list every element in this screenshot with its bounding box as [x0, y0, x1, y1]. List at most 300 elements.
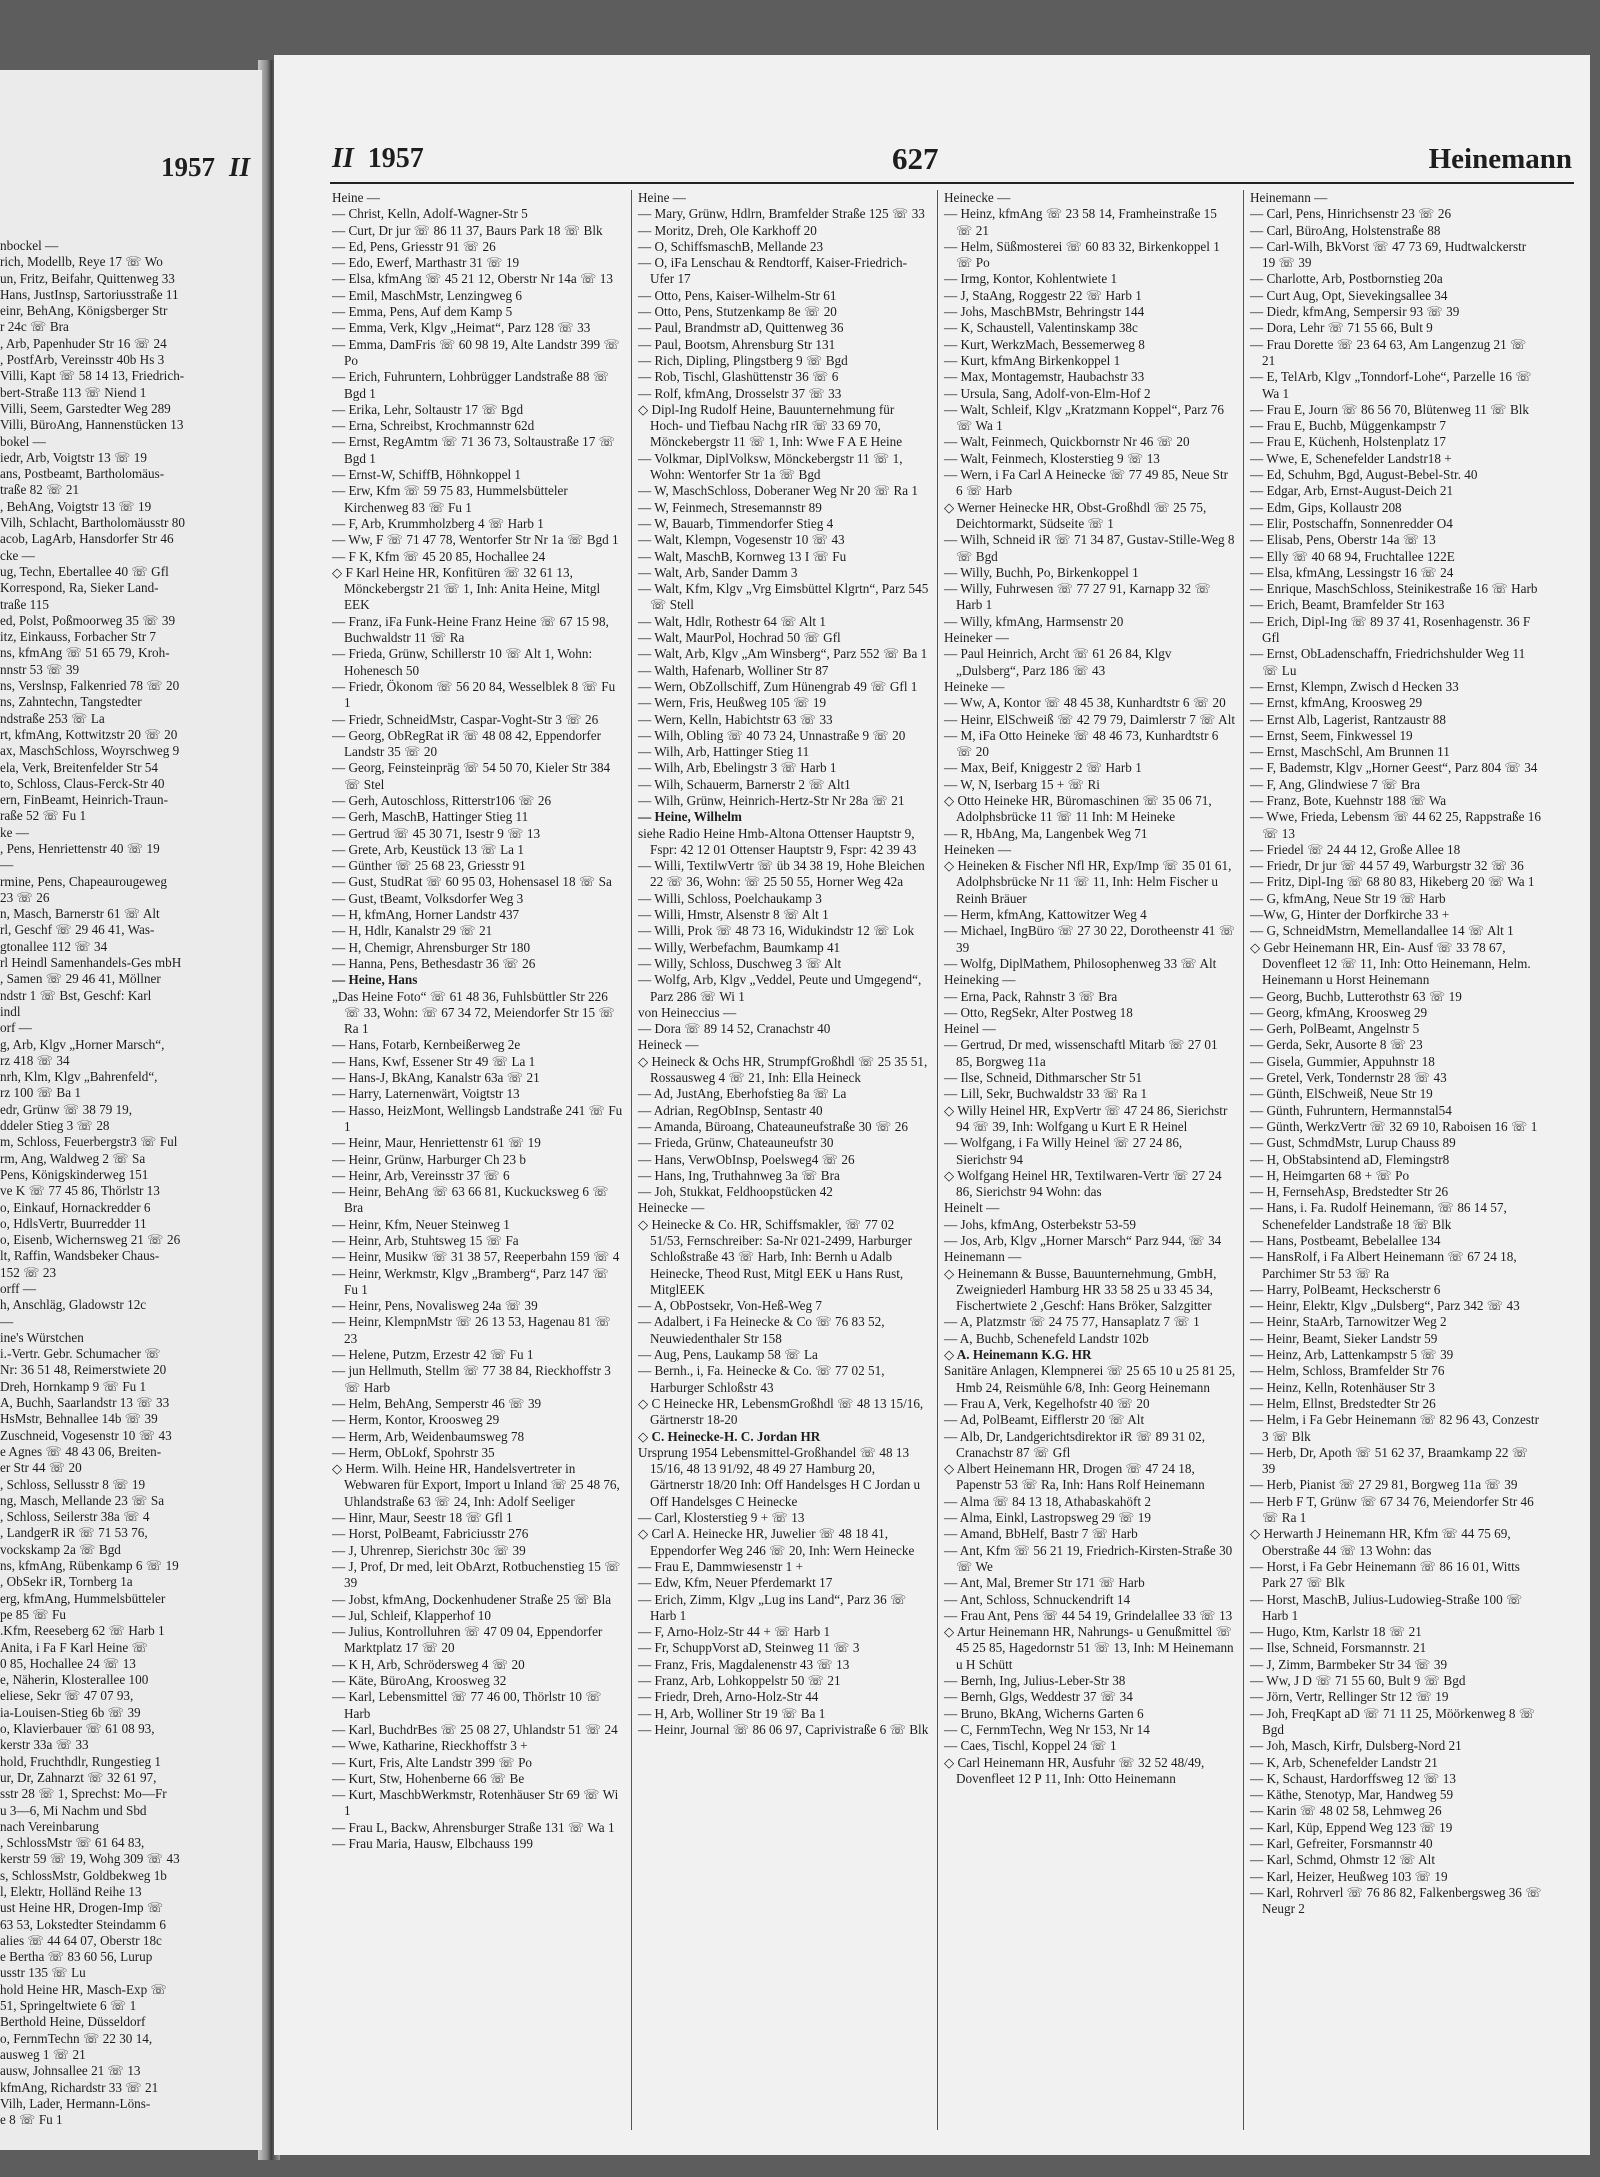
directory-entry: — Ernst, Seem, Finkwessel 19: [1250, 727, 1413, 743]
directory-entry: — Ursula, Sang, Adolf-von-Elm-Hof 2: [944, 385, 1151, 401]
directory-entry: — G, kfmAng, Neue Str 19 ☏ Harb: [1250, 890, 1446, 906]
left-page-line: edr, Grünw ☏ 38 79 19,: [0, 1101, 133, 1117]
directory-entry: — Walth, Hafenarb, Wolliner Str 87: [638, 662, 829, 678]
directory-entry: Heineking —: [944, 972, 1016, 988]
directory-entry: — Alma ☏ 84 13 18, Athabaskahöft 2: [944, 1493, 1151, 1509]
directory-entry: — A, ObPostsekr, Von-Heß-Weg 7: [638, 1298, 823, 1314]
left-page-line: ns, kfmAng, Rübenkamp 6 ☏ 19: [0, 1558, 179, 1574]
directory-entry: — Max, Beif, Kniggestr 2 ☏ Harb 1: [944, 760, 1142, 776]
directory-entry: — Joh, Stukkat, Feldhoopstücken 42: [638, 1184, 833, 1200]
directory-entry: ◇ C Heinecke HR, LebensmGroßhdl ☏ 48 13 15/16, Gärtnerstr 18-20: [638, 1395, 924, 1428]
directory-column-2: [638, 190, 930, 1738]
directory-entry: — Otto, RegSekr, Alter Postweg 18: [944, 1004, 1133, 1020]
directory-entry: — Willy, Buchh, Po, Birkenkoppel 1: [944, 564, 1139, 580]
directory-entry: Heinemann —: [944, 1249, 1022, 1265]
directory-entry: — Kurt, Fris, Alte Landstr 399 ☏ Po: [332, 1754, 533, 1770]
left-page-line: rmine, Pens, Chapeaurougeweg: [0, 873, 167, 889]
directory-entry: — Emma, Pens, Auf dem Kamp 5: [332, 304, 513, 320]
left-page-line: ns, Verslnsp, Falkenried 78 ☏ 20: [0, 678, 180, 694]
left-page-line: n, Masch, Barnerstr 61 ☏ Alt: [0, 906, 160, 922]
directory-entry: — Wwe, Katharine, Rieckhoffstr 3 +: [332, 1738, 528, 1754]
directory-entry: — Karl, BuchdrBes ☏ 25 08 27, Uhlandstr 51 ☏ 24: [332, 1721, 618, 1737]
directory-entry: — J, Prof, Dr med, leit ObArzt, Rotbuchenstieg 15 ☏ 39: [332, 1558, 621, 1591]
directory-entry: — Karl, Küp, Eppend Weg 123 ☏ 19: [1250, 1819, 1453, 1835]
right-page-year: 1957: [367, 143, 424, 174]
directory-entry: — Jörn, Vertr, Rellinger Str 12 ☏ 19: [1250, 1689, 1449, 1705]
left-page-line: nnstr 53 ☏ 39: [0, 661, 80, 677]
left-page-line: ela, Verk, Breitenfelder Str 54: [0, 759, 158, 775]
left-page-line: o, FernmTechn ☏ 22 30 14,: [0, 2030, 153, 2046]
directory-entry: — Paul Heinrich, Archt ☏ 61 26 84, Klgv „Dulsberg“, Parz 186 ☏ 43: [944, 646, 1172, 678]
directory-entry: — Heinz, kfmAng ☏ 23 58 14, Framheinstraße 15 ☏ 21: [944, 206, 1217, 238]
directory-entry: — Wilh, Schauerm, Barnerstr 2 ☏ Alt1: [638, 776, 851, 792]
column-divider: [937, 190, 938, 2130]
directory-entry: — Dora ☏ 89 14 52, Cranachstr 40: [638, 1021, 831, 1037]
directory-entry: — Wern, i Fa Carl A Heinecke ☏ 77 49 85, Neue Str 6 ☏ Harb: [944, 467, 1229, 499]
directory-entry: — Ed, Pens, Griesstr 91 ☏ 26: [332, 238, 496, 254]
directory-entry: — R, HbAng, Ma, Langenbek Weg 71: [944, 825, 1148, 841]
running-keyword: Heinemann: [1428, 143, 1572, 175]
directory-entry: — Walt, Kfm, Klgv „Vrg Eimsbüttel Klgrtn“, Parz 545 ☏ Stell: [638, 581, 929, 613]
left-page-line: , BehAng, Voigtstr 13 ☏ 19: [0, 498, 152, 514]
left-page-line: ia-Louisen-Stieg 6b ☏ 39: [0, 1704, 141, 1720]
directory-entry: — Frau Maria, Hausw, Elbchauss 199: [332, 1835, 533, 1851]
directory-entry: — Hans, i. Fa. Rudolf Heinemann, ☏ 86 14 57, Schenefelder Landstraße 18 ☏ Blk: [1250, 1200, 1507, 1232]
directory-entry: Heinecke —: [944, 190, 1011, 205]
left-page-line: , Pens, Henriettenstr 40 ☏ 19: [0, 840, 160, 856]
directory-entry: — Michael, IngBüro ☏ 27 30 22, Dorotheenstr 41 ☏ 39: [944, 923, 1236, 955]
left-page-line: Korrespond, Ra, Sieker Land-: [0, 580, 159, 596]
directory-entry: — Elir, Postschaffn, Sonnenredder O4: [1250, 515, 1453, 531]
directory-entry: — Erich, Zimm, Klgv „Lug ins Land“, Parz 36 ☏ Harb 1: [638, 1591, 907, 1623]
directory-entry: — Heinr, Beamt, Sieker Landstr 59: [1250, 1330, 1438, 1346]
directory-entry: — Georg, kfmAng, Kroosweg 29: [1250, 1004, 1428, 1020]
directory-entry: — Ernst, RegAmtm ☏ 71 36 73, Soltaustraße 17 ☏ Bgd 1: [332, 434, 616, 466]
directory-entry: Ursprung 1954 Lebensmittel-Großhandel ☏ 48 13 15/16, 48 13 91/92, 48 49 27 Hamburg 20, Gärtnerstr 18/20 Inh: Off Handelsges H C Jordan u Off Handelsges C Heinecke: [638, 1444, 921, 1509]
directory-entry: — Rolf, kfmAng, Drosselstr 37 ☏ 33: [638, 385, 842, 401]
directory-entry: — Heinz, Arb, Lattenkampstr 5 ☏ 39: [1250, 1347, 1454, 1363]
left-page-line: s, SchlossMstr, Goldbekweg 1b: [0, 1867, 167, 1883]
directory-entry: Heinel —: [944, 1021, 996, 1037]
directory-entry: — Walt, Feinmech, Quickbornstr Nr 46 ☏ 20: [944, 434, 1190, 450]
left-page-line: ns, kfmAng ☏ 51 65 79, Kroh-: [0, 645, 170, 661]
directory-entry: — Heinr, Kfm, Neuer Steinweg 1: [332, 1216, 510, 1232]
directory-entry: — Franz, Bote, Kuehnstr 188 ☏ Wa: [1250, 792, 1447, 808]
left-page-roman: II: [228, 152, 250, 182]
left-page-line: ax, MaschSchloss, Woyrschweg 9: [0, 743, 180, 759]
directory-entry: — Moritz, Dreh, Ole Karkhoff 20: [638, 222, 817, 238]
directory-entry: — W, N, Iserbarg 15 + ☏ Ri: [944, 776, 1100, 792]
directory-entry: — Willy, Fuhrwesen ☏ 77 27 91, Karnapp 32 ☏ Harb 1: [944, 581, 1211, 613]
left-page-line: ndstr 1 ☏ Bst, Geschf: Karl: [0, 987, 152, 1003]
directory-entry: — Walt, MaschB, Kornweg 13 I ☏ Fu: [638, 548, 847, 564]
directory-entry: — A, Platzmstr ☏ 24 75 77, Hansaplatz 7 ☏ 1: [944, 1314, 1200, 1330]
directory-entry: — Ilse, Schneid, Forsmannstr. 21: [1250, 1640, 1427, 1656]
left-page-line: ust Heine HR, Drogen-Imp ☏: [0, 1900, 164, 1916]
directory-entry: — O, iFa Lenschau & Rendtorff, Kaiser-Friedrich-Ufer 17: [638, 255, 908, 287]
right-page-header: [332, 137, 1572, 181]
directory-entry: — Horst, MaschB, Julius-Ludowieg-Straße 100 ☏ Harb 1: [1250, 1591, 1523, 1623]
directory-entry: — Heinr, Grünw, Harburger Ch 23 b: [332, 1151, 526, 1167]
directory-entry: — Johs, MaschBMstr, Behringstr 144: [944, 304, 1145, 320]
directory-entry: — Friedr, Dreh, Arno-Holz-Str 44: [638, 1689, 819, 1705]
directory-entry: — Hinr, Maur, Seestr 18 ☏ Gfl 1: [332, 1510, 513, 1526]
directory-entry: — Käthe, Stenotyp, Mar, Handweg 59: [1250, 1787, 1454, 1803]
left-page-line: acob, LagArb, Hansdorfer Str 46: [0, 531, 174, 547]
directory-entry: — Heinz, Kelln, Rotenhäuser Str 3: [1250, 1379, 1435, 1395]
directory-entry: — Heinr, Elektr, Klgv „Dulsberg“, Parz 342 ☏ 43: [1250, 1298, 1520, 1314]
directory-entry: — Irmg, Kontor, Kohlentwiete 1: [944, 271, 1118, 287]
directory-entry: ◇ F Karl Heine HR, Konfitüren ☏ 32 61 13, Mönckebergstr 21 ☏ 1, Inh: Anita Heine, Mitgl EEK: [332, 564, 601, 613]
left-page-line: nach Vereinbarung: [0, 1818, 99, 1834]
directory-entry: — Gerh, Autoschloss, Ritterstr106 ☏ 26: [332, 792, 552, 808]
directory-entry: — Walt, Hdlr, Rothestr 64 ☏ Alt 1: [638, 613, 826, 629]
directory-entry: — Alma, Einkl, Lastropsweg 29 ☏ 19: [944, 1510, 1151, 1526]
directory-entry: — Horst, i Fa Gebr Heinemann ☏ 86 16 01, Witts Park 27 ☏ Blk: [1250, 1558, 1520, 1591]
directory-entry: — Edw, Kfm, Neuer Pferdemarkt 17: [638, 1575, 833, 1591]
directory-entry: — J, StaAng, Roggestr 22 ☏ Harb 1: [944, 287, 1142, 303]
directory-entry: — Günth, WerkzVertr ☏ 32 69 10, Raboisen 16 ☏ 1: [1250, 1118, 1538, 1134]
left-page-line: ur, Dr, Zahnarzt ☏ 32 61 97,: [0, 1769, 157, 1785]
directory-entry: — Amanda, Büroang, Chateauneufstraße 30 ☏ 26: [638, 1118, 908, 1134]
directory-entry: — Wolfg, DiplMathem, Philosophenweg 33 ☏ Alt: [944, 955, 1217, 971]
directory-entry: — Julius, Kontrolluhren ☏ 47 09 04, Eppendorfer Marktplatz 17 ☏ 20: [332, 1624, 603, 1656]
left-page-line: iedr, Arb, Voigtstr 13 ☏ 19: [0, 449, 147, 465]
directory-entry: — Carl, Pens, Hinrichsenstr 23 ☏ 26: [1250, 206, 1452, 222]
left-page-line: ed, Polst, Poßmoorweg 35 ☏ 39: [0, 612, 176, 628]
left-page-line: Dreh, Hornkamp 9 ☏ Fu 1: [0, 1378, 147, 1394]
directory-entry: — Günth, Fuhruntern, Hermannstal54: [1250, 1102, 1452, 1118]
directory-entry: — Adalbert, i Fa Heinecke & Co ☏ 76 83 52, Neuwiedenthaler Str 158: [638, 1314, 885, 1346]
directory-entry: — Ant, Schloss, Schnuckendrift 14: [944, 1591, 1131, 1607]
directory-entry: — Friedr, SchneidMstr, Caspar-Voght-Str 3 ☏ 26: [332, 711, 599, 727]
directory-entry: — Georg, ObRegRat iR ☏ 48 08 42, Eppendorfer Landstr 35 ☏ 20: [332, 727, 601, 760]
left-page-line: Zuschneid, Vogesenstr 10 ☏ 43: [0, 1427, 172, 1443]
directory-entry: — Carl, Klosterstieg 9 + ☏ 13: [638, 1510, 805, 1526]
left-page-line: ddeler Stieg 3 ☏ 28: [0, 1118, 110, 1134]
left-page-line: o, Einkauf, Hornackredder 6: [0, 1199, 151, 1215]
directory-entry: — Ant, Kfm ☏ 56 21 19, Friedrich-Kirsten-Straße 30 ☏ We: [944, 1542, 1233, 1574]
directory-entry: — Karl, Heizer, Heußweg 103 ☏ 19: [1250, 1868, 1448, 1884]
left-page-line: rich, Modellb, Reye 17 ☏ Wo: [0, 254, 163, 270]
directory-entry: — Diedr, kfmAng, Sempersir 93 ☏ 39: [1250, 304, 1460, 320]
right-page-roman: II: [332, 143, 354, 174]
directory-entry: — Ww, A, Kontor ☏ 48 45 38, Kunhardtstr 6 ☏ 20: [944, 695, 1226, 711]
left-page-line: bokel —: [0, 433, 46, 449]
directory-entry: — Heinr, Pens, Novalisweg 24a ☏ 39: [332, 1298, 538, 1314]
directory-entry: — J, Zimm, Barmbeker Str 34 ☏ 39: [1250, 1656, 1448, 1672]
directory-entry: — Fr, SchuppVorst aD, Steinweg 11 ☏ 3: [638, 1640, 860, 1656]
header-rule: [330, 182, 1574, 184]
directory-entry: Heinemann —: [1250, 190, 1328, 205]
directory-entry: — Gust, tBeamt, Volksdorfer Weg 3: [332, 890, 524, 906]
directory-entry: — Kurt, Stw, Hohenberne 66 ☏ Be: [332, 1770, 525, 1786]
directory-entry: — Heinr, Maur, Henriettenstr 61 ☏ 19: [332, 1135, 541, 1151]
directory-entry: — Hans, Postbeamt, Bebelallee 134: [1250, 1233, 1441, 1248]
directory-entry: — Ilse, Schneid, Dithmarscher Str 51: [944, 1070, 1143, 1086]
left-page-line: eliese, Sekr ☏ 47 07 93,: [0, 1688, 134, 1704]
directory-entry: — Frau E, Buchb, Müggenkampstr 7: [1250, 418, 1446, 434]
directory-entry: — Ad, PolBeamt, Eifflerstr 20 ☏ Alt: [944, 1412, 1145, 1428]
directory-entry: — F, Ang, Glindwiese 7 ☏ Bra: [1250, 776, 1421, 792]
directory-entry: — Heinr, Arb, Vereinsstr 37 ☏ 6: [332, 1167, 510, 1183]
directory-entry: — Frau E, Journ ☏ 86 56 70, Blütenweg 11 ☏ Blk: [1250, 401, 1530, 417]
directory-entry: — Gust, StudRat ☏ 60 95 03, Hohensasel 18 ☏ Sa: [332, 874, 612, 890]
left-page-line: pe 85 ☏ Fu: [0, 1606, 66, 1622]
directory-entry: ◇ C. Heinecke-H. C. Jordan HR: [638, 1428, 821, 1444]
directory-entry: — Günther ☏ 25 68 23, Griesstr 91: [332, 858, 526, 874]
left-page-line: e 8 ☏ Fu 1: [0, 2112, 63, 2128]
directory-entry: — Ed, Schuhm, Bgd, August-Bebel-Str. 40: [1250, 467, 1478, 483]
directory-entry: — Gisela, Gummier, Appuhnstr 18: [1250, 1053, 1435, 1069]
directory-entry: ◇ Heinemann & Busse, Bauunternehmung, GmbH, Zweigniederl Hamburg HR 33 58 25 u 33 45 34, Fischertwiete 2 ,Geschf: Hans Bröker, Salzgitter: [944, 1265, 1217, 1314]
left-page-line: vockskamp 2a ☏ Bgd: [0, 1541, 121, 1557]
directory-entry: — Willy, Schloss, Duschweg 3 ☏ Alt: [638, 955, 842, 971]
directory-entry: — Hans, Ing, Truthahnweg 3a ☏ Bra: [638, 1167, 840, 1183]
directory-entry: ◇ Herwarth J Heinemann HR, Kfm ☏ 44 75 69, Oberstraße 44 ☏ 13 Wohn: das: [1250, 1526, 1511, 1558]
left-page-line: rl, Geschf ☏ 29 46 41, Was-: [0, 922, 155, 938]
directory-entry: — Enrique, MaschSchloss, Steinikestraße 16 ☏ Harb: [1250, 581, 1538, 597]
left-page-line: 51, Springeltwiete 6 ☏ 1: [0, 1998, 137, 2014]
directory-entry: ◇ Carl Heinemann HR, Ausfuhr ☏ 32 52 48/49, Dovenfleet 12 P 11, Inh: Otto Heinemann: [944, 1754, 1205, 1786]
left-page-line: rl Heindl Samenhandels-Ges mbH: [0, 955, 182, 971]
left-page-line: HsMstr, Behnallee 14b ☏ 39: [0, 1411, 158, 1427]
left-page-line: nrh, Klm, Klgv „Bahrenfeld“,: [0, 1069, 158, 1085]
directory-entry: — Herb F T, Grünw ☏ 67 34 76, Meiendorfer Str 46 ☏ Ra 1: [1250, 1493, 1534, 1526]
directory-entry: — Elisab, Pens, Oberstr 14a ☏ 13: [1250, 532, 1436, 548]
directory-entry: Sanitäre Anlagen, Klempnerei ☏ 25 65 10 u 25 81 25, Hmb 24, Reismühle 6/8, Inh: Georg Heinemann: [944, 1363, 1236, 1395]
directory-entry: — C, FernmTechn, Weg Nr 153, Nr 14: [944, 1721, 1150, 1737]
directory-entry: — Wilh, Arb, Ebelingstr 3 ☏ Harb 1: [638, 760, 837, 776]
directory-entry: ◇ Otto Heineke HR, Büromaschinen ☏ 35 06 71, Adolphsbrücke 11 ☏ 11 Inh: M Heineke: [944, 792, 1212, 825]
left-page-line: sstr 28 ☏ 1, Sprechst: Mo—Fr: [0, 1786, 167, 1802]
directory-entry: — Helm, BehAng, Semperstr 46 ☏ 39: [332, 1395, 542, 1411]
directory-entry: — Friedr, Dr jur ☏ 44 57 49, Warburgstr 32 ☏ 36: [1250, 858, 1524, 874]
directory-entry: — Joh, FreqKapt aD ☏ 71 11 25, Möörkenweg 8 ☏ Bgd: [1250, 1705, 1536, 1737]
left-page-line: ern, FinBeamt, Heinrich-Traun-: [0, 792, 168, 808]
left-page-line: .Kfm, Reeseberg 62 ☏ Harb 1: [0, 1623, 165, 1639]
directory-entry: — Aug, Pens, Laukamp 58 ☏ La: [638, 1347, 818, 1363]
right-page-header-left: [332, 143, 424, 175]
directory-entry: — Jul, Schleif, Klapperhof 10: [332, 1607, 491, 1623]
directory-entry: — Hans, Fotarb, Kernbeißerweg 2e: [332, 1037, 521, 1053]
directory-entry: — Emil, MaschMstr, Lenzingweg 6: [332, 287, 522, 303]
left-page-line: Villi, Kapt ☏ 58 14 13, Friedrich-: [0, 368, 185, 384]
directory-entry: — Edm, Gips, Kollaustr 208: [1250, 499, 1402, 515]
left-page-line: Hans, JustInsp, Sartoriusstraße 11: [0, 286, 179, 302]
directory-entry: ◇ Herm. Wilh. Heine HR, Handelsvertreter in Webwaren für Export, Import u Inland ☏ 25 48 76, Uhlandstraße 63 ☏ 24, Inh: Adolf Seeliger: [332, 1461, 620, 1509]
directory-entry: — Helm, i Fa Gebr Heinemann ☏ 82 96 43, Conzestr 3 ☏ Blk: [1250, 1412, 1539, 1444]
directory-entry: — H, FernsehAsp, Bredstedter Str 26: [1250, 1184, 1449, 1200]
directory-entry: Heineck —: [638, 1037, 699, 1053]
directory-entry: — Willi, Schloss, Poelchaukamp 3: [638, 890, 822, 906]
directory-entry: — Heine, Hans: [332, 972, 418, 988]
left-page-line: 152 ☏ 23: [0, 1264, 57, 1280]
directory-entry: — W, Bauarb, Timmendorfer Stieg 4: [638, 515, 834, 531]
left-page-line: r 24c ☏ Bra: [0, 319, 69, 335]
directory-entry: — Frau E, Dammwiesenstr 1 +: [638, 1558, 803, 1574]
left-page-line: hold Heine HR, Masch-Exp ☏: [0, 1981, 168, 1997]
left-page-line: ve K ☏ 77 45 86, Thörlstr 13: [0, 1183, 160, 1199]
left-page-line: ausw, Johnsallee 21 ☏ 13: [0, 2063, 141, 2079]
directory-entry: ◇ Dipl-Ing Rudolf Heine, Bauunternehmung für Hoch- und Tiefbau Nachg rIR ☏ 33 69 70, Mönckebergstr 11 ☏ 1, Inh: Wwe F A E Heine: [638, 401, 903, 450]
left-page-line: kfmAng, Richardstr 33 ☏ 21: [0, 2079, 159, 2095]
directory-entry: — Carl, BüroAng, Holstenstraße 88: [1250, 222, 1441, 238]
directory-entry: — Wilh, Schneid iR ☏ 71 34 87, Gustav-Stille-Weg 8 ☏ Bgd: [944, 532, 1235, 564]
directory-entry: — Gerh, PolBeamt, Angelnstr 5: [1250, 1021, 1420, 1037]
left-page-line: Berthold Heine, Düsseldorf: [0, 2014, 146, 2030]
left-page-line: ke —: [0, 824, 29, 840]
directory-entry: — O, SchiffsmaschB, Mellande 23: [638, 238, 824, 254]
directory-entry: — HansRolf, i Fa Albert Heinemann ☏ 67 24 18, Parchimer Str 53 ☏ Ra: [1250, 1249, 1517, 1281]
directory-entry: — Willy, Werbefachm, Baumkamp 41: [638, 939, 841, 955]
left-page-line: itz, Einkauss, Forbacher Str 7: [0, 629, 157, 645]
directory-entry: — Kurt, kfmAng Birkenkoppel 1: [944, 352, 1121, 368]
directory-entry: — Gerh, MaschB, Hattinger Stieg 11: [332, 809, 529, 825]
page-number: 627: [892, 141, 939, 176]
left-page-line: e, Näherin, Klosterallee 100: [0, 1672, 149, 1688]
left-page-line: i.-Vertr. Gebr. Schumacher ☏: [0, 1346, 161, 1362]
directory-entry: — F, Bademstr, Klgv „Horner Geest“, Parz 804 ☏ 34: [1250, 760, 1538, 776]
directory-entry: Heineke —: [944, 678, 1005, 694]
left-page-line: erg, kfmAng, Hummelsbütteler: [0, 1590, 166, 1606]
directory-entry: — Fritz, Dipl-Ing ☏ 68 80 83, Hikeberg 20 ☏ Wa 1: [1250, 874, 1535, 890]
directory-entry: — Heinr, StaArb, Tarnowitzer Weg 2: [1250, 1314, 1447, 1330]
directory-entry: — Hugo, Ktm, Karlstr 18 ☏ 21: [1250, 1624, 1422, 1640]
left-page-entries: [0, 238, 258, 2128]
left-page-line: ndstraße 253 ☏ La: [0, 710, 105, 726]
left-page-line: , Schloss, Sellusstr 8 ☏ 19: [0, 1476, 146, 1492]
directory-entry: — Adrian, RegObInsp, Sentastr 40: [638, 1102, 823, 1118]
left-page-line: Nr: 36 51 48, Reimerstwiete 20: [0, 1362, 167, 1378]
directory-entry: — Grete, Arb, Keustück 13 ☏ La 1: [332, 841, 524, 857]
directory-entry: — F K, Kfm ☏ 45 20 85, Hochallee 24: [332, 548, 546, 564]
directory-entry: — Frau A, Verk, Kegelhofstr 40 ☏ 20: [944, 1395, 1150, 1411]
directory-entry: — Wolfg, Arb, Klgv „Veddel, Peute und Umgegend“, Parz 286 ☏ Wi 1: [638, 972, 922, 1004]
left-page-line: hold, Fruchthdlr, Rungestieg 1: [0, 1753, 162, 1769]
left-page-line: 0 85, Hochallee 24 ☏ 13: [0, 1655, 136, 1671]
directory-entry: — Wern, ObZollschiff, Zum Hünengrab 49 ☏ Gfl 1: [638, 678, 918, 694]
left-page-line: usstr 135 ☏ Lu: [0, 1965, 86, 1981]
directory-entry: — K, Schaust, Hardorffsweg 12 ☏ 13: [1250, 1770, 1456, 1786]
directory-entry: — Curt, Dr jur ☏ 86 11 37, Baurs Park 18 ☏ Blk: [332, 222, 603, 238]
left-page-line: o, Klavierbauer ☏ 61 08 93,: [0, 1721, 155, 1737]
directory-entry: — Rob, Tischl, Glashüttenstr 36 ☏ 6: [638, 369, 839, 385]
directory-column-3: [944, 190, 1236, 1787]
directory-entry: — Ernst, Klempn, Zwisch d Hecken 33: [1250, 678, 1459, 694]
directory-entry: — Willi, TextilwVertr ☏ üb 34 38 19, Hohe Bleichen 22 ☏ 36, Wohn: ☏ 25 50 55, Horner Weg 42a: [638, 858, 925, 890]
left-page-line: Anita, i Fa F Karl Heine ☏: [0, 1639, 148, 1655]
directory-entry: — Helm, Süßmosterei ☏ 60 83 32, Birkenkoppel 1 ☏ Po: [944, 238, 1220, 271]
left-page-line: l, Elektr, Holländ Reihe 13: [0, 1883, 142, 1899]
directory-entry: — Frieda, Grünw, Chateauneufstr 30: [638, 1135, 834, 1151]
right-page: [274, 55, 1590, 2155]
left-page-line: —: [0, 1313, 14, 1329]
left-page-line: traße 115: [0, 596, 49, 612]
directory-entry: — Karl, Gefreiter, Forsmannstr 40: [1250, 1835, 1433, 1851]
directory-entry: — Frau E, Küchenh, Holstenplatz 17: [1250, 434, 1446, 450]
left-page-line: u 3—6, Mi Nachm und Sbd: [0, 1802, 147, 1818]
left-page-line: 63 53, Lokstedter Steindamm 6: [0, 1916, 166, 1932]
directory-entry: — Karin ☏ 48 02 58, Lehmweg 26: [1250, 1803, 1442, 1819]
directory-entry: Heineken —: [944, 841, 1012, 857]
directory-entry: — Mary, Grünw, Hdlrn, Bramfelder Straße 125 ☏ 33: [638, 206, 925, 222]
directory-entry: „Das Heine Foto“ ☏ 61 48 36, Fuhlsbüttler Str 226 ☏ 33, Wohn: ☏ 67 34 72, Meiendorfer Str 15 ☏ Ra 1: [332, 988, 615, 1037]
left-page-line: to, Schloss, Claus-Ferck-Str 40: [0, 775, 165, 791]
directory-entry: — Heinr, Arb, Stuhtsweg 15 ☏ Fa: [332, 1233, 519, 1248]
left-page-line: ng, Masch, Mellande 23 ☏ Sa: [0, 1492, 165, 1508]
directory-entry: —Ww, G, Hinter der Dorfkirche 33 +: [1250, 907, 1450, 923]
directory-entry: — Willy, kfmAng, Harmsenstr 20: [944, 613, 1124, 629]
directory-entry: — Jos, Arb, Klgv „Horner Marsch“ Parz 944, ☏ 34: [944, 1233, 1222, 1248]
left-page-line: alies ☏ 44 64 07, Oberstr 18c: [0, 1932, 162, 1948]
left-page-line: Vilh, Schlacht, Bartholomäusstr 80: [0, 515, 185, 531]
directory-entry: — Otto, Pens, Kaiser-Wilhelm-Str 61: [638, 287, 837, 303]
left-page-line: g, Arb, Klgv „Horner Marsch“,: [0, 1036, 165, 1052]
directory-entry: — Ernst, ObLadenschaffn, Friedrichshulder Weg 11 ☏ Lu: [1250, 646, 1526, 678]
directory-entry: ◇ Gebr Heinemann HR, Ein- Ausf ☏ 33 78 67, Dovenfleet 12 ☏ 11, Inh: Otto Heinemann, Helm. Heinemann u Horst Heinemann: [1250, 939, 1531, 988]
directory-entry: — Karl, Lebensmittel ☏ 77 46 00, Thörlstr 10 ☏ Harb: [332, 1689, 602, 1721]
directory-entry: — Joh, Masch, Kirfr, Dulsberg-Nord 21: [1250, 1738, 1462, 1754]
directory-entry: — Wern, Kelln, Habichtstr 63 ☏ 33: [638, 711, 833, 727]
directory-entry: ◇ Werner Heinecke HR, Obst-Großhdl ☏ 25 75, Deichtormarkt, Südseite ☏ 1: [944, 499, 1207, 531]
left-page-line: ans, Postbeamt, Bartholomäus-: [0, 466, 165, 482]
directory-entry: — H, Hdlr, Kanalstr 29 ☏ 21: [332, 923, 493, 939]
left-page-line: , ObSekr iR, Tornberg 1a: [0, 1574, 133, 1590]
directory-entry: — Heinr, BehAng ☏ 63 66 81, Kuckucksweg 6 ☏ Bra: [332, 1184, 609, 1216]
directory-entry: — Max, Montagemstr, Haubachstr 33: [944, 369, 1145, 385]
left-page-line: Vilh, Lader, Hermann-Löns-: [0, 2095, 151, 2111]
column-divider: [1243, 190, 1244, 2130]
left-page-line: rm, Ang, Waldweg 2 ☏ Sa: [0, 1150, 146, 1166]
directory-entry: — Carl-Wilh, BkVorst ☏ 47 73 69, Hudtwalckerstr 19 ☏ 39: [1250, 238, 1527, 271]
directory-entry: — Willi, Prok ☏ 48 73 16, Widukindstr 12 ☏ Lok: [638, 923, 915, 939]
column-divider: [631, 190, 632, 2130]
directory-entry: — Horst, PolBeamt, Fabriciusstr 276: [332, 1526, 529, 1542]
directory-entry: — E, TelArb, Klgv „Tonndorf-Lohe“, Parzelle 16 ☏ Wa 1: [1250, 369, 1532, 401]
directory-entry: — Jobst, kfmAng, Dockenhudener Straße 25 ☏ Bla: [332, 1591, 612, 1607]
directory-entry: — Hans, VerwObInsp, Poelsweg4 ☏ 26: [638, 1151, 855, 1167]
directory-entry: Heinecke —: [638, 1200, 705, 1216]
directory-entry: — H, Heimgarten 68 + ☏ Po: [1250, 1167, 1410, 1183]
directory-entry: — Hans, Kwf, Essener Str 49 ☏ La 1: [332, 1053, 536, 1069]
left-page-line: nbockel —: [0, 238, 59, 253]
directory-entry: — Elly ☏ 40 68 94, Fruchtallee 122E: [1250, 548, 1455, 564]
directory-entry: — Edo, Ewerf, Marthastr 31 ☏ 19: [332, 255, 520, 271]
directory-entry: — Erna, Pack, Rahnstr 3 ☏ Bra: [944, 988, 1118, 1004]
directory-entry: — Herm, ObLokf, Spohrstr 35: [332, 1444, 495, 1460]
directory-entry: — Erich, Dipl-Ing ☏ 89 37 41, Rosenhagenstr. 36 F Gfl: [1250, 613, 1531, 646]
directory-entry: — Franz, iFa Funk-Heine Franz Heine ☏ 67 15 98, Buchwaldstr 11 ☏ Ra: [332, 613, 609, 646]
left-page-line: , LandgerR iR ☏ 71 53 76,: [0, 1525, 148, 1541]
directory-entry: — Amand, BbHelf, Bastr 7 ☏ Harb: [944, 1526, 1138, 1542]
directory-entry: — Wwe, E, Schenefelder Landstr18 +: [1250, 450, 1452, 466]
directory-entry: — Hans-J, BkAng, Kanalstr 63a ☏ 21: [332, 1070, 540, 1086]
directory-entry: — H, kfmAng, Horner Landstr 437: [332, 907, 520, 923]
directory-entry: — Volkmar, DiplVolksw, Mönckebergstr 11 ☏ 1, Wohn: Wentorfer Str 1a ☏ Bgd: [638, 450, 903, 483]
directory-entry: — Herm, Kontor, Kroosweg 29: [332, 1412, 500, 1428]
directory-entry: ◇ Willy Heinel HR, ExpVertr ☏ 47 24 86, Sierichstr 94 ☏ 39, Inh: Wolfgang u Kurt E R Heinel: [944, 1102, 1228, 1134]
directory-entry: — Heinr, KlempnMstr ☏ 26 13 53, Hagenau 81 ☏ 23: [332, 1314, 611, 1346]
directory-entry: ◇ A. Heinemann K.G. HR: [944, 1347, 1092, 1363]
directory-entry: — Georg, Feinsteinpräg ☏ 54 50 70, Kieler Str 384 ☏ Stel: [332, 760, 611, 792]
left-page-line: Villi, BüroAng, Hannenstücken 13: [0, 417, 184, 433]
directory-column-1: [332, 190, 624, 1852]
directory-entry: — Walt, Arb, Klgv „Am Winsberg“, Parz 552 ☏ Ba 1: [638, 646, 928, 662]
directory-entry: — Lill, Sekr, Buchwaldstr 33 ☏ Ra 1: [944, 1086, 1148, 1102]
directory-entry: ◇ Albert Heinemann HR, Drogen ☏ 47 24 18, Papenstr 53 ☏ Ra, Inh: Hans Rolf Heinemann: [944, 1461, 1205, 1493]
left-page-line: rz 418 ☏ 34: [0, 1052, 70, 1068]
